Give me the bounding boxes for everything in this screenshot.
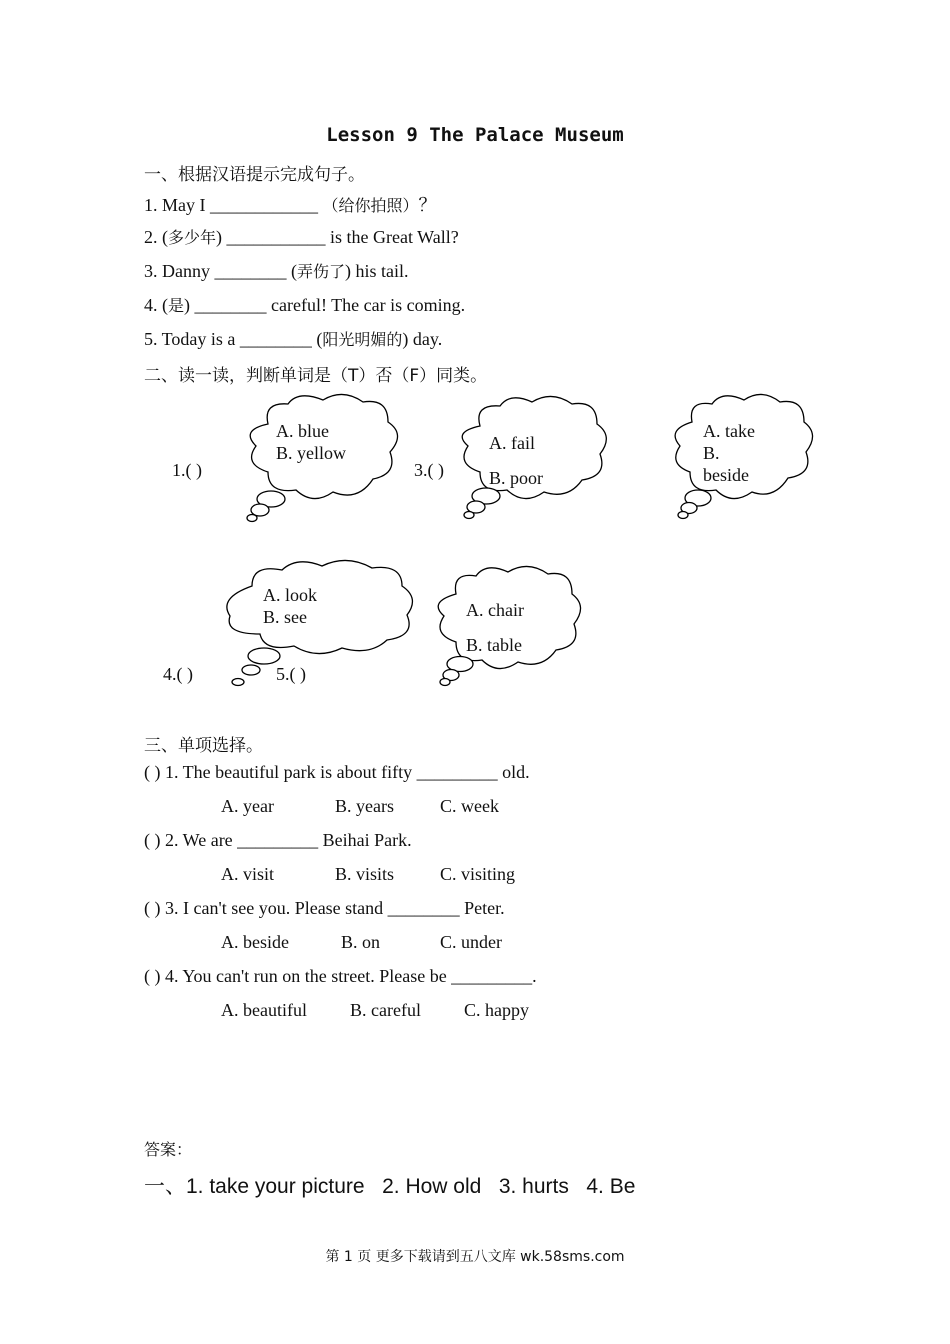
- s3-q1-option-b: B. years: [335, 796, 394, 816]
- s3-question-2: ( ) 2. We are _________ Beihai Park.: [144, 830, 412, 850]
- item4-label: 4.( ): [163, 664, 193, 684]
- bubble4-a: A. look: [263, 585, 317, 605]
- q1-pre: 1. May I ____________: [144, 195, 323, 215]
- q3-pre: 3. Danny ________ (: [144, 261, 297, 281]
- item5-label: 5.( ): [276, 664, 306, 684]
- bubble3-b: B. poor: [489, 468, 543, 488]
- s1-question-3: [144, 259, 409, 282]
- page-footer: 第 1 页 更多下载请到五八文库 wk.58sms.com: [325, 1249, 625, 1265]
- s1-question-1: [144, 191, 437, 217]
- bubble4-b: B. see: [263, 607, 307, 627]
- s3-q3-option-a: A. beside: [221, 932, 289, 952]
- thought-bubble-4: [222, 560, 422, 690]
- s3-question-1: ( ) 1. The beautiful park is about fifty _________ old.: [144, 762, 530, 782]
- bubble1-a: A. blue: [276, 421, 329, 441]
- s3-q3-option-c: C. under: [440, 932, 502, 952]
- s3-q1-option-c: C. week: [440, 796, 499, 816]
- bubble2-b: B.: [703, 443, 720, 463]
- s3-q1-option-a: A. year: [221, 796, 274, 816]
- thought-bubble-3: [452, 396, 612, 522]
- s3-q3-option-b: B. on: [341, 932, 381, 952]
- q4-post: ) ________ careful! The car is coming.: [184, 295, 466, 315]
- q4-pre: 4. (: [144, 295, 168, 315]
- q5-pre: 5. Today is a ________ (: [144, 329, 323, 349]
- bubble3-a: A. fail: [489, 433, 535, 453]
- q3-post: ) his tail.: [345, 261, 409, 281]
- section3-heading: 三、单项选择。: [144, 736, 263, 756]
- q1-cn: （给你拍照）: [322, 196, 419, 215]
- bubble5-b: B. table: [466, 635, 522, 655]
- s3-question-3: ( ) 3. I can't see you. Please stand ________ Peter.: [144, 898, 505, 918]
- s3-q2-option-b: B. visits: [335, 864, 395, 884]
- item1-label: 1.( ): [172, 460, 202, 480]
- s3-question-4: ( ) 4. You can't run on the street. Please be _________.: [144, 966, 537, 986]
- answers-label: 答案：: [144, 1142, 193, 1159]
- q2-pre: 2. (: [144, 227, 168, 247]
- bubble5-a: A. chair: [466, 600, 524, 620]
- section2-heading: 二、读一读，判断单词是（T）否（F）同类。: [144, 366, 488, 386]
- q1-post: ？: [418, 195, 437, 215]
- s1-question-5: [144, 327, 442, 350]
- s3-q4-option-a: A. beautiful: [221, 1000, 307, 1020]
- q4-cn: 是: [168, 296, 185, 315]
- item3-label: 3.( ): [414, 460, 444, 480]
- q5-cn: 阳光明媚的: [322, 330, 403, 349]
- q2-post: ) ___________ is the Great Wall?: [216, 227, 459, 247]
- s3-q2-option-c: C. visiting: [440, 864, 516, 884]
- thought-bubble-2: [668, 394, 818, 520]
- q2-cn: 多少年: [168, 228, 217, 247]
- s1-question-4: [144, 293, 465, 316]
- page-title: Lesson 9 The Palace Museum: [326, 124, 624, 146]
- section1-heading: 一、根据汉语提示完成句子。: [144, 165, 365, 185]
- s1-question-2: [144, 225, 459, 248]
- thought-bubble-5: [430, 566, 590, 688]
- answers-line: 一、1. take your picture 2. How old 3. hurts 4. Be: [144, 1175, 636, 1198]
- bubble2-a: A. take: [703, 421, 755, 441]
- s3-q4-option-b: B. careful: [350, 1000, 421, 1020]
- q5-post: ) day.: [402, 329, 443, 349]
- s3-q4-option-c: C. happy: [464, 1000, 529, 1020]
- bubble1-b: B. yellow: [276, 443, 346, 463]
- s3-q2-option-a: A. visit: [221, 864, 275, 884]
- item2-label: [630, 460, 644, 481]
- bubble2-c: beside: [703, 465, 749, 485]
- q3-cn: 弄伤了: [296, 262, 345, 281]
